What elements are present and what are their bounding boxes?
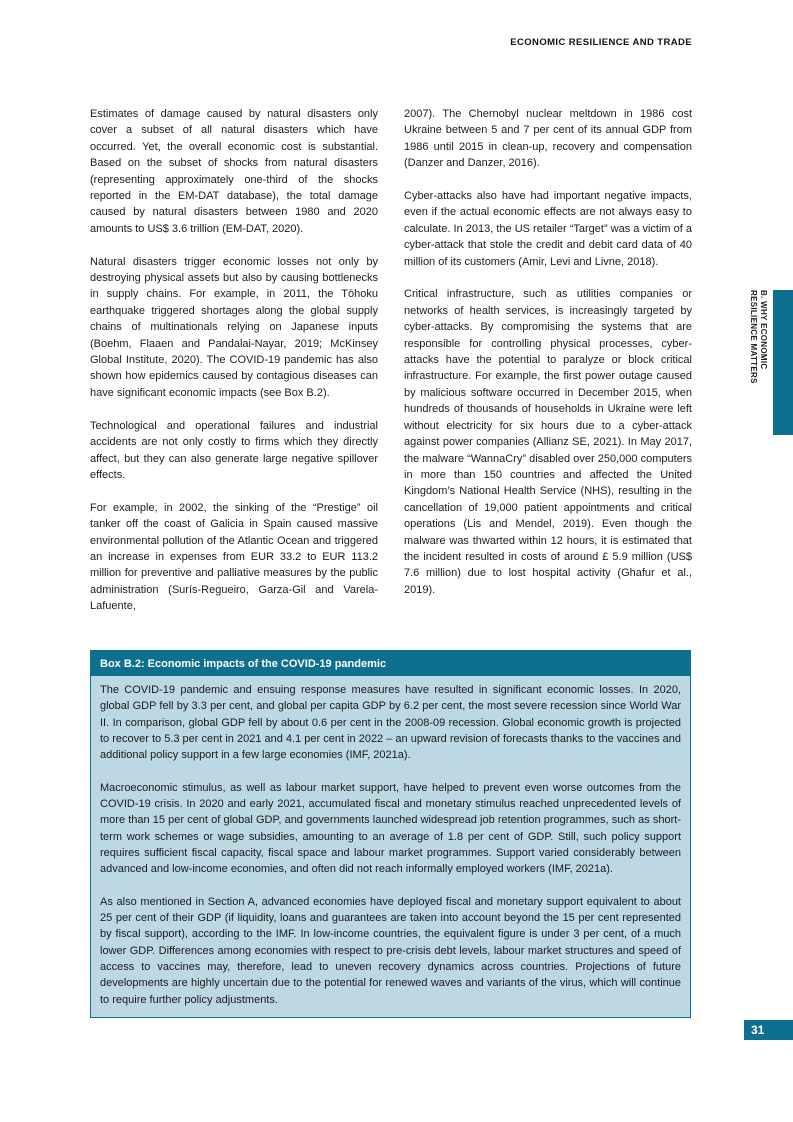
paragraph: Technological and operational failures and industrial accidents are not only costly to firms which they directly affect, but they can also generate large negative spillover effects. bbox=[90, 419, 378, 481]
running-header: ECONOMIC RESILIENCE AND TRADE bbox=[510, 37, 692, 48]
box-paragraph: Macroeconomic stimulus, as well as labour market support, have helped to prevent even worse outcomes from the COVID-19 crisis. In 2020 and early 2021, accumulated fiscal and monetary stimulus reached unprecedented levels of more than 15 per cent of global GDP, and governments launched widespread job retention programmes, such as short-term work schemes or wage subsidies, amounting to an average of 1.8 per cent of GDP. Still, such policy support requires sufficient fiscal capacity, fiscal space and labour market programmes. Support varied considerably between advanced and low-income economies, and often did not reach informally employed workers (IMF, 2021a). bbox=[100, 781, 681, 876]
info-box bbox=[90, 650, 691, 1018]
page-number: 31 bbox=[744, 1020, 793, 1040]
box-paragraph: As also mentioned in Section A, advanced economies have deployed fiscal and monetary support equivalent to about 25 per cent of their GDP (if liquidity, loans and guarantees are taken into account beyond the 15 per cent represented by fiscal support), according to the IMF. In low-income countries, the equivalent figure is under 3 per cent, of a much lower GDP. Differences among economies with respect to pre-crisis debt levels, labour market structures and speed of access to vaccines may, therefore, lead to uneven recovery dynamics across countries. Projections of future developments are highly uncertain due to the potential for renewed waves and variants of the virus, which will continue to require further policy adjustments. bbox=[100, 895, 681, 1006]
section-side-tab bbox=[773, 290, 793, 435]
side-label-line-1: B. WHY ECONOMIC bbox=[759, 290, 768, 370]
paragraph: 2007). The Chernobyl nuclear meltdown in 1986 cost Ukraine between 5 and 7 per cent of its annual GDP from 1986 until 2015 in clean-up, recovery and compensation (Danzer and Danzer, 2016). bbox=[404, 108, 692, 170]
right-column bbox=[404, 106, 692, 598]
paragraph: Critical infrastructure, such as utilities companies or networks of health services, is increasingly targeted by cyber-attacks. By compromising the systems that are responsible for controlling physical processes, cyber-attacks have the potential to paralyze or block critical infrastructure. For example, the first power outage caused by malicious software occurred in December 2015, when hundreds of thousands of households in Ukraine were left without electricity for six hours due to a cyber-attack against power companies (Allianz SE, 2021). In May 2017, the malware “WannaCry” disabled over 250,000 computers in more than 150 countries and affected the United Kingdom’s National Health Service (NHS), resulting in the cancellation of 19,000 patient appointments and critical operations (Lis and Mendel, 2019). Even though the malware was thwarted within 12 hours, it is estimated that the incident resulted in costs of around £ 5.9 million (US$ 7.6 million) due to lost hospital activity (Ghafur et al., 2019). bbox=[404, 288, 692, 596]
paragraph: For example, in 2002, the sinking of the “Prestige” oil tanker off the coast of Galicia in Spain caused massive environmental pollution of the Atlantic Ocean and triggered an increase in expenses from EUR 33.2 to EUR 113.2 million for preventive and palliative measures by the public administration (Surís-Regueiro, Garza-Gil and Varela-Lafuente, bbox=[90, 501, 378, 613]
paragraph: Estimates of damage caused by natural disasters only cover a subset of all natural disasters which have occurred. Yet, the overall economic cost is substantial. Based on the subset of shocks from natural disasters (representing approximately one-third of the shocks reported in the EM-DAT database), the total damage caused by natural disasters between 1980 and 2020 amounts to US$ 3.6 trillion (EM-DAT, 2020). bbox=[90, 108, 378, 235]
paragraph: Cyber-attacks also have had important negative impacts, even if the actual economic effects are not always easy to calculate. In 2013, the US retailer “Target” was a victim of a cyber-attack that stole the credit and debit card data of 40 million of its customers (Amir, Levi and Livne, 2018). bbox=[404, 190, 692, 268]
box-body bbox=[91, 676, 690, 1008]
box-title: Box B.2: Economic impacts of the COVID-19 pandemic bbox=[91, 651, 690, 676]
box-paragraph: The COVID-19 pandemic and ensuing response measures have resulted in significant economic losses. In 2020, global GDP fell by 3.3 per cent, and global per capita GDP by 6.2 per cent, the most severe recession since World War II. In comparison, global GDP fell by about 0.6 per cent in the 2008-09 recession. Global economic growth is projected to recover to 5.3 per cent in 2021 and 4.1 per cent in 2022 – an upward revision of forecasts thanks to the vaccines and additional policy support in a few large economies (IMF, 2021a). bbox=[100, 684, 681, 762]
left-column bbox=[90, 106, 378, 615]
section-side-label bbox=[748, 290, 770, 435]
paragraph: Natural disasters trigger economic losses not only by destroying physical assets but also by causing bottlenecks in supply chains. For example, in 2011, the Tōhoku earthquake triggered shortages along the global supply chains of multinationals relying on Japanese inputs (Boehm, Flaaen and Pandalai-Nayar, 2019; McKinsey Global Institute, 2020). The COVID-19 pandemic has also shown how epidemics caused by contagious diseases can have significant economic impacts (see Box B.2). bbox=[90, 255, 378, 399]
side-label-line-2: RESILIENCE MATTERS bbox=[749, 290, 758, 384]
